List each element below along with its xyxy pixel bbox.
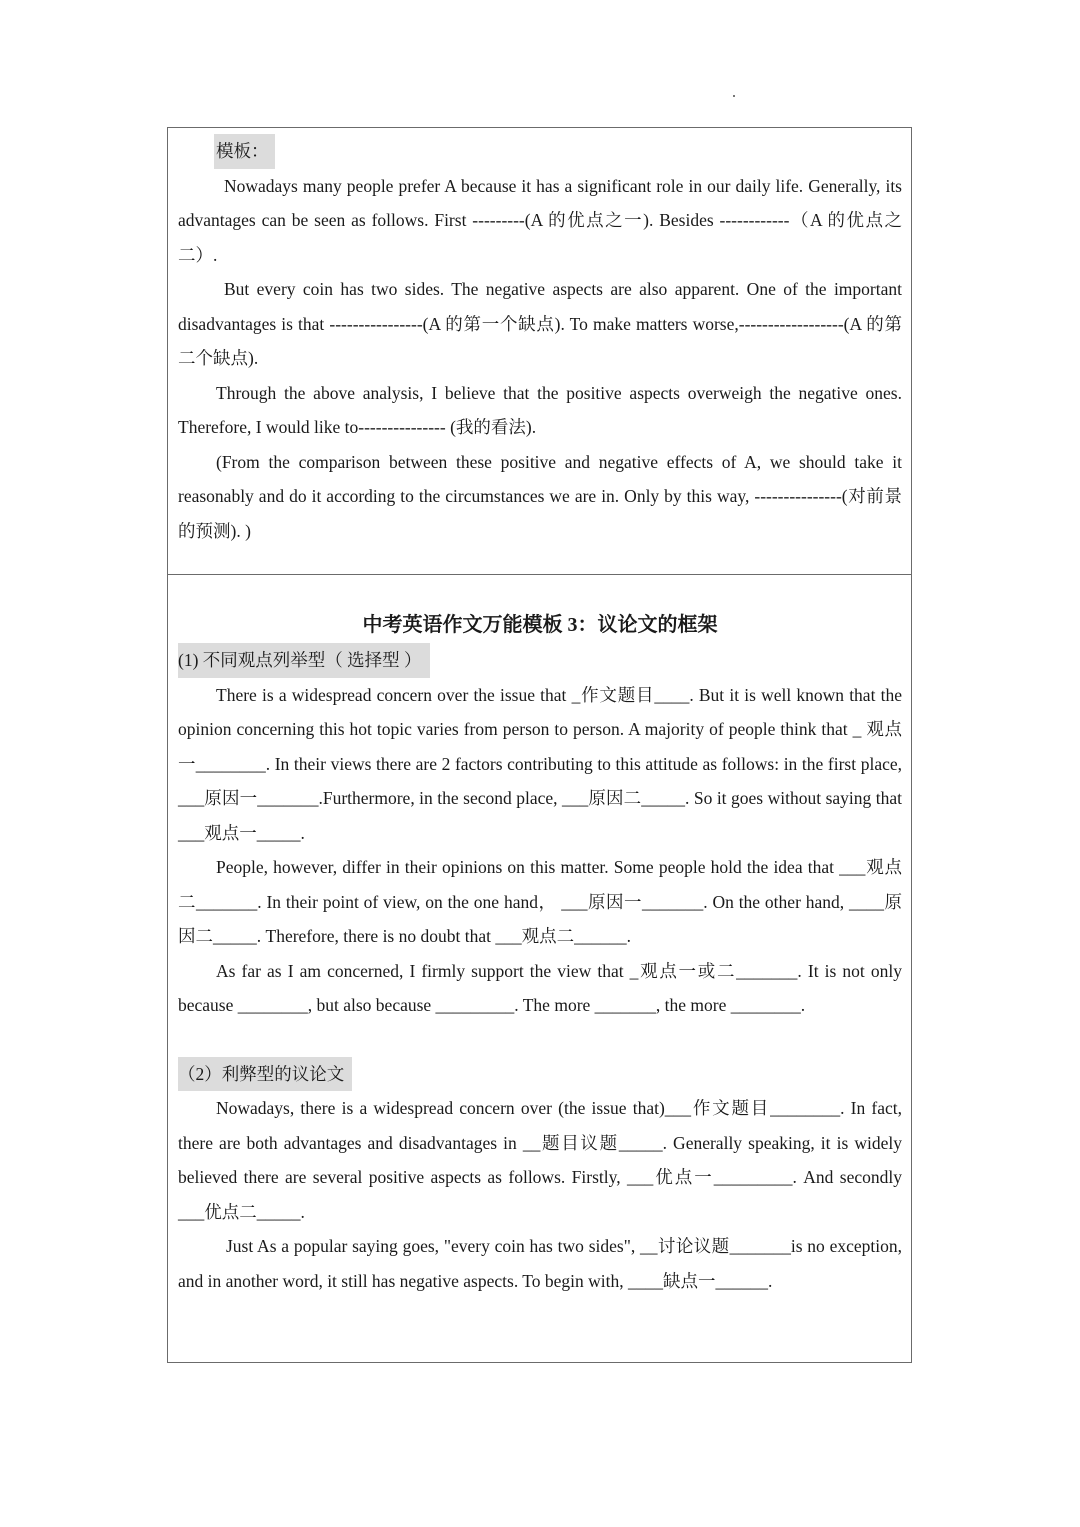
subsection-2-label: （2）利弊型的议论文 (178, 1057, 352, 1092)
template-table (167, 127, 912, 1363)
scan-speck (733, 95, 735, 97)
template-paragraph-2: But every coin has two sides. The negative aspects are also apparent. One of the important disadvantages is that ----------------(A 的第一个缺点). To make matters worse,------------------(A 的第二个缺点). (178, 279, 902, 368)
argument-framework-cell (168, 575, 911, 1362)
subsection-1-paragraph-1: There is a widespread concern over the issue that _作文题目____. But it is well known that the opinion concerning this hot topic varies from person to person. A majority of people think that _ 观点一________. In their views there are 2 factors contributing to this attitude as follows: in the first place, ___原因一_______.Furthermore, in the second place, ___原因二_____. So it goes without saying that ___观点一_____. (178, 684, 902, 843)
template-paragraph-4: (From the comparison between these positive and negative effects of A, we should take it reasonably and do it according to the circumstances we are in. Only by this way, ---------------(对前景的预测). ) (178, 451, 902, 541)
subsection-2-paragraph-2: Just As a popular saying goes, "every coin has two sides", __讨论议题_______is no exception, and in another word, it still has negative aspects. To begin with, ____缺点一______. (178, 1236, 902, 1291)
section-title: 中考英语作文万能模板 3：议论文的框架 (362, 614, 718, 636)
template-cell (168, 128, 911, 575)
subsection-1-paragraph-2: People, however, differ in their opinions on this matter. Some people hold the idea that ___观点二_______. In their point of view, on the one hand， ___原因一_______. On the other hand, ____原因二_____. Therefore, there is no doubt that ___观点二______. (178, 857, 902, 946)
template-paragraph-1: Nowadays many people prefer A because it has a significant role in our daily life. Generally, its advantages can be seen as follows. First ---------(A 的优点之一). Besides ------------（A 的优点之二）. (178, 175, 902, 265)
template-label: 模板： (214, 134, 275, 169)
subsection-1-paragraph-3: As far as I am concerned, I firmly support the view that _观点一或二_______. It is not only because ________, but also because _________. The more _______, the more ________. (178, 960, 902, 1015)
subsection-1-label: (1) 不同观点列举型（ 选择型 ） (178, 643, 430, 678)
spacer (178, 1023, 902, 1057)
template-paragraph-3: Through the above analysis, I believe that the positive aspects overweigh the negative ones. Therefore, I would like to--------------- (我的看法). (178, 382, 902, 437)
subsection-2-paragraph-1: Nowadays, there is a widespread concern over (the issue that)___作文题目________. In fact, there are both advantages and disadvantages in __题目议题_____. Generally speaking, it is widely believed there are several positive aspects as follows. Firstly, ___优点一_________. And secondly ___优点二_____. (178, 1098, 902, 1222)
